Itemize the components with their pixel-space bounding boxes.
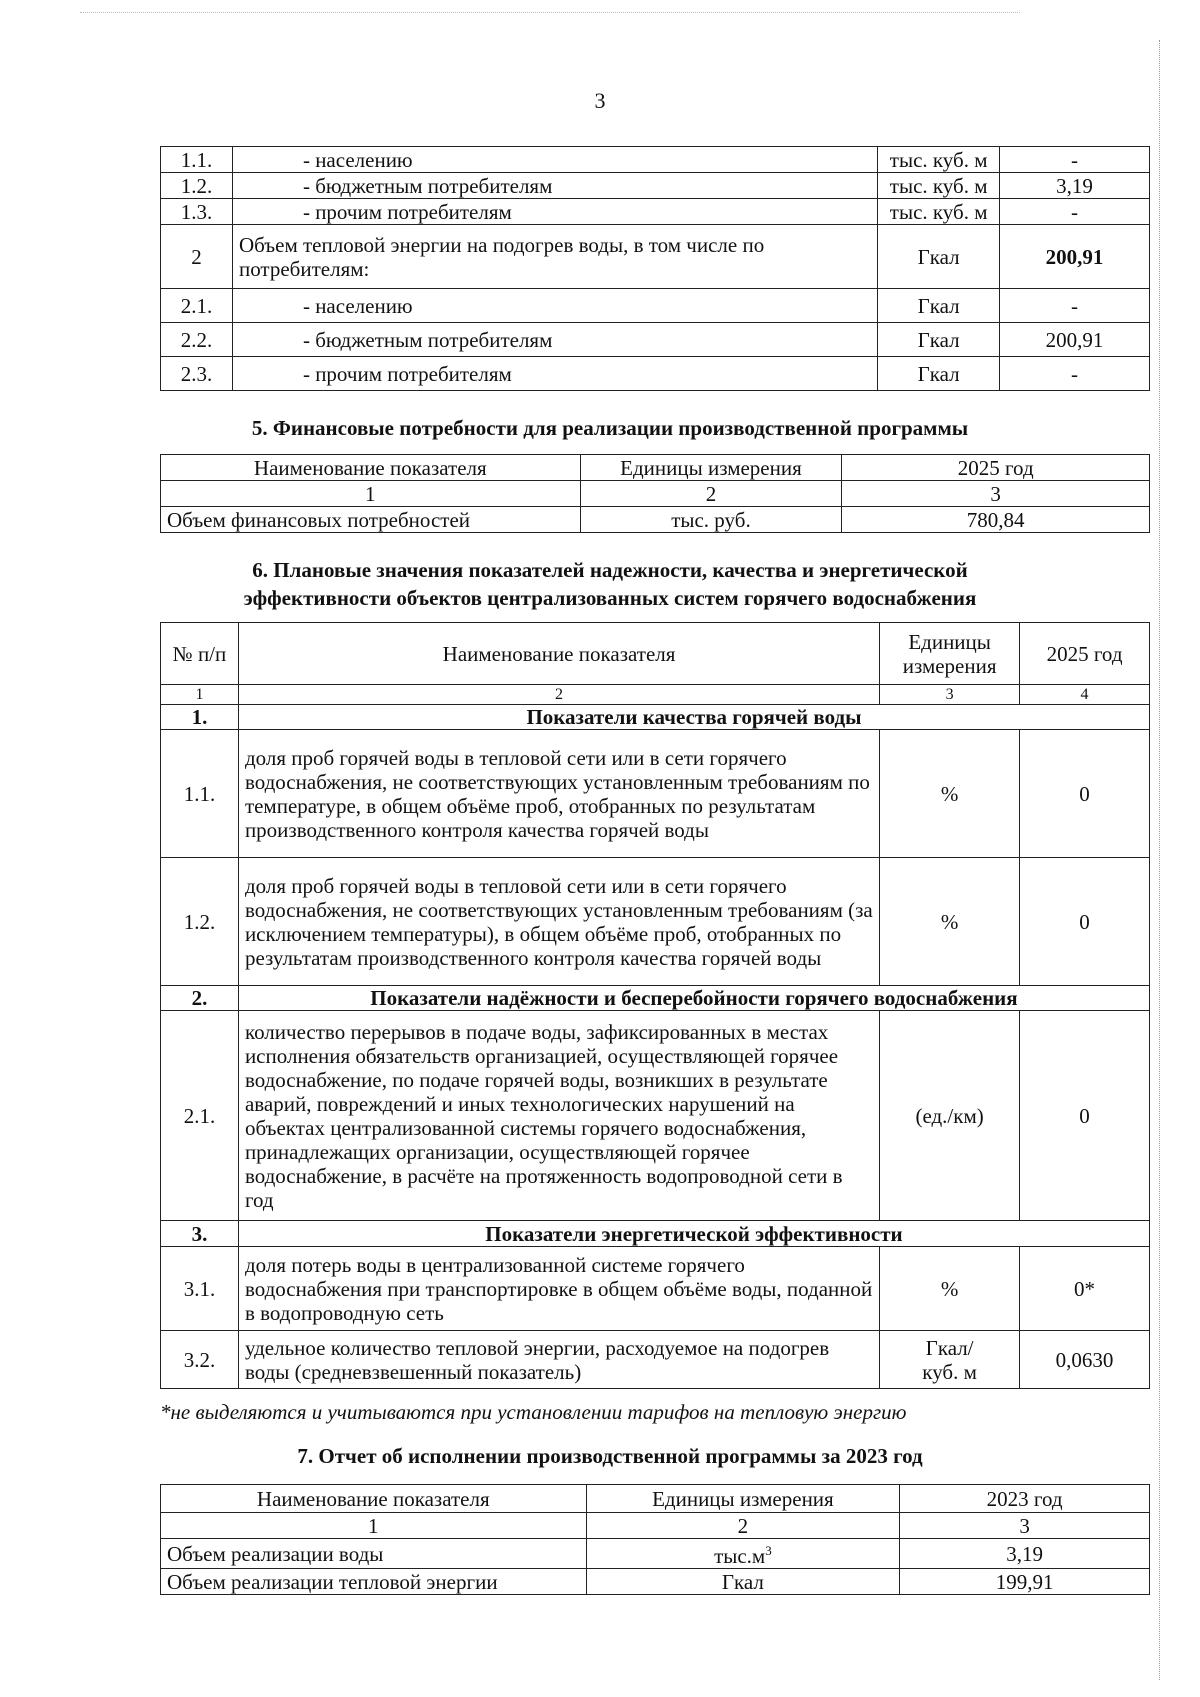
row-unit: Гкал xyxy=(878,323,1000,357)
header-unit: Единицы измерения xyxy=(586,1485,900,1513)
row-value: 0,0630 xyxy=(1020,1331,1150,1389)
row-unit xyxy=(586,1539,900,1569)
table-row xyxy=(161,147,1150,173)
row-unit: % xyxy=(880,1247,1020,1331)
row-name: Объем финансовых потребностей xyxy=(161,507,581,533)
row-name: - прочим потребителям xyxy=(232,199,877,225)
row-unit: Гкал xyxy=(878,225,1000,289)
row-value: 0 xyxy=(1020,858,1150,986)
header-num: № п/п xyxy=(161,623,239,685)
row-text: доля потерь воды в централизованной системе горячего водоснабжения при транспортировке в общем объёме воды, поданной в водопроводную сеть xyxy=(238,1247,879,1331)
row-num: 1.1. xyxy=(161,730,239,858)
row-text: удельное количество тепловой энергии, расходуемое на подогрев воды (средневзвешенный показатель) xyxy=(238,1331,879,1389)
row-unit: (ед./км) xyxy=(880,1011,1020,1221)
row-num: 2.3. xyxy=(161,357,233,391)
unit-text: тыс.м xyxy=(714,1544,766,1568)
table-row xyxy=(161,357,1150,391)
table-row xyxy=(161,199,1150,225)
row-value: - xyxy=(1000,289,1150,323)
table-row xyxy=(161,323,1150,357)
row-num: 2.1. xyxy=(161,289,233,323)
table-row xyxy=(161,507,1150,533)
page-number: 3 xyxy=(594,88,606,113)
row-name: - бюджетным потребителям xyxy=(232,173,877,199)
row-unit: Гкал xyxy=(586,1569,900,1595)
table-row xyxy=(161,858,1150,986)
table-numbering-row xyxy=(161,1513,1150,1539)
table-report-2023 xyxy=(160,1484,1150,1595)
row-num: 3.2. xyxy=(161,1331,239,1389)
row-unit xyxy=(880,1331,1020,1389)
footnote: *не выделяются и учитываются при установлении тарифов на тепловую энергию xyxy=(160,1400,907,1424)
col-number: 2 xyxy=(580,481,842,507)
row-text: количество перерывов в подаче воды, зафиксированных в местах исполнения обязательств организацией, осуществляющей горячее водоснабжение, по подаче горячей воды, возникших в результате аварий, повреждений и иных технологических нарушений на объектах централизованной системы горячего водоснабжения, принадлежащих организации, осуществляющей горячее водоснабжение, в расчёте на протяженность водопроводной сети в год xyxy=(238,1011,879,1221)
group-title: Показатели энергетической эффективности xyxy=(238,1221,1149,1247)
row-value: 0 xyxy=(1020,730,1150,858)
header-year: 2025 год xyxy=(842,455,1150,481)
table-numbering-row xyxy=(161,481,1150,507)
unit-line2: куб. м xyxy=(922,1359,977,1384)
row-name: - прочим потребителям xyxy=(232,357,877,391)
row-unit: тыс. руб. xyxy=(580,507,842,533)
section6-title xyxy=(150,556,1070,612)
row-value: - xyxy=(1000,199,1150,225)
col-number: 4 xyxy=(1020,685,1150,705)
row-value: 3,19 xyxy=(900,1539,1150,1569)
row-num: 1.2. xyxy=(161,858,239,986)
row-unit: Гкал xyxy=(878,357,1000,391)
table-row xyxy=(161,730,1150,858)
group-title: Показатели качества горячей воды xyxy=(238,705,1149,730)
row-unit: тыс. куб. м xyxy=(878,147,1000,173)
row-name: Объем реализации тепловой энергии xyxy=(161,1569,587,1595)
row-num: 1.2. xyxy=(161,173,233,199)
col-number: 2 xyxy=(586,1513,900,1539)
table-indicators xyxy=(160,622,1150,1389)
row-value: 200,91 xyxy=(1000,323,1150,357)
group-row xyxy=(161,1221,1150,1247)
section6-title-line2: эффективности объектов централизованных систем горячего водоснабжения xyxy=(243,586,977,610)
header-name: Наименование показателя xyxy=(161,1485,587,1513)
table-row xyxy=(161,1247,1150,1331)
row-value: 0* xyxy=(1020,1247,1150,1331)
table-row xyxy=(161,225,1150,289)
col-number: 1 xyxy=(161,1513,587,1539)
table-row xyxy=(161,173,1150,199)
table-header-row xyxy=(161,1485,1150,1513)
scan-edge-right xyxy=(1159,40,1160,1680)
table-header-row xyxy=(161,455,1150,481)
row-num: 2.2. xyxy=(161,323,233,357)
col-number: 1 xyxy=(161,481,581,507)
col-number: 3 xyxy=(880,685,1020,705)
table-row xyxy=(161,1011,1150,1221)
row-name: Объем реализации воды xyxy=(161,1539,587,1569)
row-name: - населению xyxy=(232,147,877,173)
group-row xyxy=(161,986,1150,1011)
table-row xyxy=(161,1569,1150,1595)
row-unit: тыс. куб. м xyxy=(878,173,1000,199)
section5-title: 5. Финансовые потребности для реализации производственной программы xyxy=(251,416,969,440)
col-number: 2 xyxy=(238,685,879,705)
row-num: 2.1. xyxy=(161,1011,239,1221)
table-volumes xyxy=(160,146,1150,391)
unit-line1: Гкал/ xyxy=(925,1335,974,1360)
col-number: 3 xyxy=(842,481,1150,507)
row-unit: тыс. куб. м xyxy=(878,199,1000,225)
table-numbering-row xyxy=(161,685,1150,705)
row-value: - xyxy=(1000,147,1150,173)
row-unit: % xyxy=(880,858,1020,986)
table-financial-needs xyxy=(160,454,1150,533)
table-header-row xyxy=(161,623,1150,685)
col-number: 1 xyxy=(161,685,239,705)
row-text: доля проб горячей воды в тепловой сети или в сети горячего водоснабжения, не соответствующих установленным требованиям (за исключением температуры), в общем объёме проб, отобранных по результатам производственного контроля качества горячей воды xyxy=(238,858,879,986)
header-unit: Единицы измерения xyxy=(880,623,1020,685)
table-row xyxy=(161,289,1150,323)
group-num: 1. xyxy=(161,705,239,730)
row-text: доля проб горячей воды в тепловой сети или в сети горячего водоснабжения, не соответствующих установленным требованиям по температуре, в общем объёме проб, отобранных по результатам производственного контроля качества горячей воды xyxy=(238,730,879,858)
row-name: - населению xyxy=(232,289,877,323)
row-value: 3,19 xyxy=(1000,173,1150,199)
row-unit: % xyxy=(880,730,1020,858)
row-name: - бюджетным потребителям xyxy=(232,323,877,357)
unit-superscript: 3 xyxy=(765,1543,772,1558)
row-num: 1.3. xyxy=(161,199,233,225)
group-num: 3. xyxy=(161,1221,239,1247)
row-num: 1.1. xyxy=(161,147,233,173)
row-value: 200,91 xyxy=(1000,225,1150,289)
header-name: Наименование показателя xyxy=(238,623,879,685)
col-number: 3 xyxy=(900,1513,1150,1539)
row-num: 2 xyxy=(161,225,233,289)
row-value: 199,91 xyxy=(900,1569,1150,1595)
section7-title: 7. Отчет об исполнении производственной программы за 2023 год xyxy=(297,1444,923,1468)
section6-title-line1: 6. Плановые значения показателей надежности, качества и энергетической xyxy=(252,558,968,582)
table-row xyxy=(161,1331,1150,1389)
row-value: 0 xyxy=(1020,1011,1150,1221)
row-value: - xyxy=(1000,357,1150,391)
header-year: 2023 год xyxy=(900,1485,1150,1513)
group-row xyxy=(161,705,1150,730)
header-year: 2025 год xyxy=(1020,623,1150,685)
group-num: 2. xyxy=(161,986,239,1011)
row-num: 3.1. xyxy=(161,1247,239,1331)
group-title: Показатели надёжности и бесперебойности горячего водоснабжения xyxy=(238,986,1149,1011)
table-row xyxy=(161,1539,1150,1569)
header-name: Наименование показателя xyxy=(161,455,581,481)
row-unit: Гкал xyxy=(878,289,1000,323)
scan-edge-top xyxy=(80,12,1020,13)
row-value: 780,84 xyxy=(842,507,1150,533)
header-unit: Единицы измерения xyxy=(580,455,842,481)
row-name: Объем тепловой энергии на подогрев воды, в том числе по потребителям: xyxy=(232,225,877,289)
